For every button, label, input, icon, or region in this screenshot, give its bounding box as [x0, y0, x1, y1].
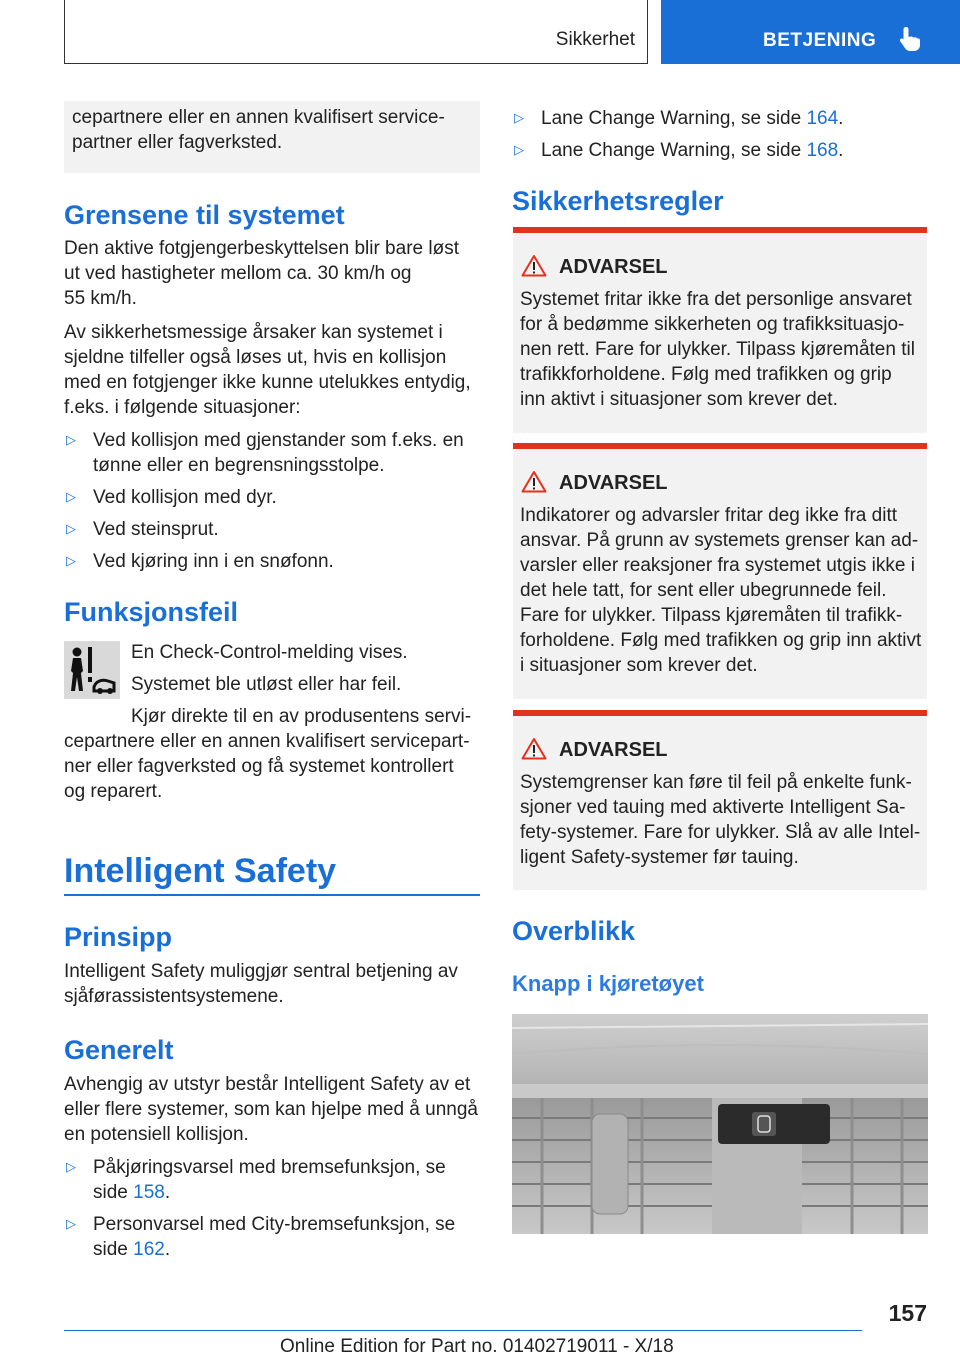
continued-note-text: cepartnere eller en annen kvalifisert service- partner eller fagverksted. [72, 107, 445, 153]
bullet-triangle-icon: ▷ [66, 521, 76, 536]
warning-text-2: Indikatorer og advarsler fritar deg ikke fra ditt ansvar. På grunn av systemets grenser kan ad- varsler eller reaksjoner fra systemet utgis ikke i det hele tatt, for sent eller ubegrunnede feil. Fare for ulykker. Tilpass kjøremåten til trafikk- forholdene. Følg med trafikken og grip inn aktivt i situasjoner som krever det. [520, 505, 922, 676]
limits-paragraph-1: Den aktive fotgjengerbeskyttelsen blir bare løst ut ved hastigheter mellom ca. 30 km/h og 55 km/h. [64, 238, 459, 309]
header-tab[interactable] [661, 0, 960, 64]
bullet-triangle-icon: ▷ [66, 432, 76, 447]
header-section-box [64, 0, 648, 64]
warning-triangle-icon [521, 254, 547, 277]
warning-text-1: Systemet fritar ikke fra det personlige ansvaret for å bedømme sikkerheten og trafikksituasjo- nen rett. Fare for ulykker. Tilpass kjøremåten til trafikkforholdene. Følg med trafikken og grip inn aktivt i situasjoner som krever det. [520, 289, 915, 410]
overview-heading: Overblikk [512, 916, 636, 946]
lcw-bullet-1: Lane Change Warning, se side 164. [541, 108, 844, 129]
warning-text-3: Systemgrenser kan føre til feil på enkelte funk- sjoner ved tauing med aktiverte Intelligent Sa- fety-systemer. Fare for ulykker. Slå av alle Intel- ligent Safety-systemer før tauing. [520, 772, 921, 868]
warning-triangle-icon [521, 737, 547, 760]
page-link-168[interactable]: 168 [806, 140, 839, 161]
continued-note-panel [64, 101, 480, 173]
header-tab-label: BETJENING [763, 30, 877, 51]
bullet-triangle-icon: ▷ [514, 110, 524, 125]
pointing-hand-icon [899, 26, 921, 52]
warning-bar [513, 227, 927, 233]
warning-bar [513, 443, 927, 449]
principle-paragraph: Intelligent Safety muliggjør sentral betjening av sjåførassistentsystemene. [64, 961, 458, 1007]
lcw-bullet-2: Lane Change Warning, se side 168. [541, 140, 844, 161]
principle-heading: Prinsipp [64, 922, 173, 952]
malfunction-paragraph-rest: cepartnere eller en annen kvalifisert servicepart- ner eller fagverksted og få systemet kontrollert og reparert. [64, 731, 470, 802]
dashboard-button-photo [512, 1014, 928, 1234]
bullet-triangle-icon: ▷ [66, 553, 76, 568]
general-paragraph: Avhengig av utstyr består Intelligent Safety av et eller flere systemer, som kan hjelpe med å unngå en potensiell kollisjon. [64, 1074, 478, 1145]
general-bullet-1: Påkjøringsvarsel med bremsefunksjon, se side 158. [93, 1157, 446, 1203]
malfunction-heading: Funksjonsfeil [64, 597, 239, 627]
limits-bullet-1: Ved kollisjon med gjenstander som f.eks. en tønne eller en begrensningsstolpe. [93, 430, 464, 476]
malfunction-line-3: Kjør direkte til en av produsentens servi- [131, 706, 472, 727]
malfunction-line-1: En Check-Control-melding vises. [131, 642, 408, 663]
header-section-title: Sikkerhet [555, 29, 635, 50]
limits-bullet-2: Ved kollisjon med dyr. [93, 487, 277, 508]
bullet-triangle-icon: ▷ [66, 1159, 76, 1174]
bullet-triangle-icon: ▷ [514, 142, 524, 157]
vehicle-button-heading: Knapp i kjøretøyet [512, 971, 704, 996]
warning-bar [513, 710, 927, 716]
footer-edition: Online Edition for Part no. 01402719011 - X/18 [280, 1336, 674, 1357]
warning-title: ADVARSEL [559, 739, 668, 761]
page-link-164[interactable]: 164 [806, 108, 839, 129]
warning-box-1 [513, 227, 927, 433]
limits-heading: Grensene til systemet [64, 200, 345, 230]
title-divider [64, 894, 480, 896]
limits-bullet-3: Ved steinsprut. [93, 519, 219, 540]
footer-divider [64, 1330, 862, 1331]
limits-bullet-4: Ved kjøring inn i en snøfonn. [93, 551, 334, 572]
warning-title: ADVARSEL [559, 256, 668, 278]
general-heading: Generelt [64, 1035, 174, 1065]
warning-box-2 [513, 443, 927, 699]
general-bullet-2: Personvarsel med City-bremsefunksjon, se side 162. [93, 1214, 456, 1260]
malfunction-line-2: Systemet ble utløst eller har feil. [131, 674, 402, 695]
warning-box-3 [513, 710, 927, 890]
warning-title: ADVARSEL [559, 472, 668, 494]
safety-rules-heading: Sikkerhetsregler [512, 186, 724, 216]
bullet-triangle-icon: ▷ [66, 489, 76, 504]
intelligent-safety-title: Intelligent Safety [64, 852, 337, 890]
page-link-158[interactable]: 158 [133, 1182, 165, 1203]
warning-triangle-icon [521, 470, 547, 493]
page-number: 157 [888, 1300, 927, 1326]
limits-paragraph-2: Av sikkerhetsmessige årsaker kan systemet i sjeldne tilfeller også løses ut, hvis en kollisjon med en fotgjenger ikke kunne utelukkes entydig, f.eks. i følgende situasjoner: [64, 322, 471, 418]
pedestrian-warning-icon [64, 641, 120, 699]
page-link-162[interactable]: 162 [133, 1239, 165, 1260]
bullet-triangle-icon: ▷ [66, 1216, 76, 1231]
